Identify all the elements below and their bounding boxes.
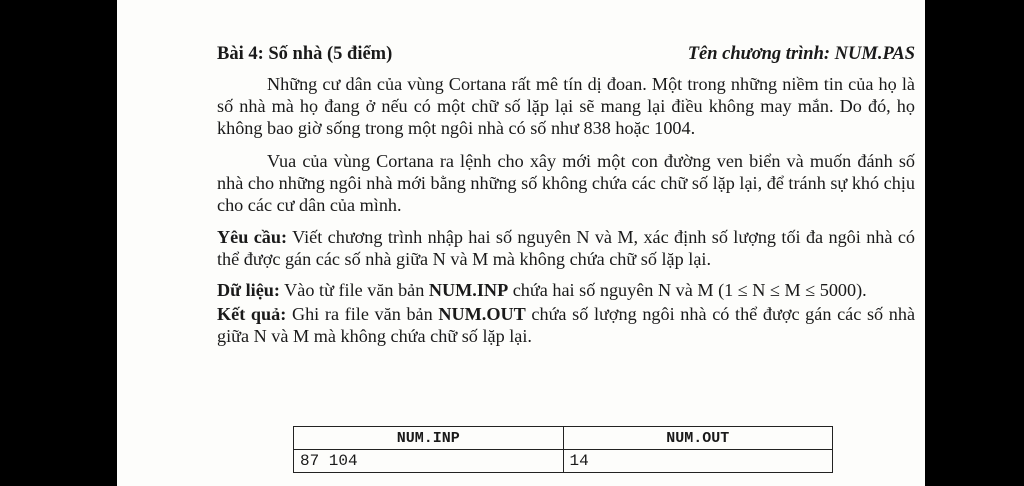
problem-header bbox=[217, 43, 915, 73]
output-section bbox=[217, 303, 915, 347]
paragraph-intro: Những cư dân của vùng Cortana rất mê tín dị đoan. Một trong những niềm tin của họ là số nhà mà họ đang ở nếu có một chữ số lặp lại sẽ mang lại điều không may mắn. Do đó, họ không bao giờ sống trong một ngôi nhà có số như 838 hoặc 1004. bbox=[217, 74, 915, 139]
output-text-before: Ghi ra file văn bản bbox=[286, 303, 439, 324]
input-label: Dữ liệu: bbox=[217, 279, 280, 300]
output-label: Kết quả: bbox=[217, 303, 287, 324]
paragraph-king: Vua của vùng Cortana ra lệnh cho xây mới một con đường ven biển và muốn đánh số nhà cho những ngôi nhà mới bằng những số không chứa các chữ số lặp lại, để tránh sự khó chịu cho các cư dân của mình. bbox=[217, 150, 915, 216]
document-page bbox=[117, 0, 925, 486]
input-text-before: Vào từ file văn bản bbox=[279, 279, 429, 300]
input-section bbox=[217, 279, 915, 301]
problem-title: Bài 4: Số nhà (5 điểm) bbox=[217, 44, 393, 64]
table-header-row bbox=[294, 427, 833, 450]
requirement-text: Viết chương trình nhập hai số nguyên N và M, xác định số lượng tối đa ngôi nhà có thể được gán các số nhà giữa N và M mà không chứa chữ số lặp lại. bbox=[217, 227, 915, 270]
table-cell-input: 87 104 bbox=[294, 450, 564, 473]
requirement-label: Yêu cầu: bbox=[217, 227, 288, 248]
input-text-after: chứa hai số nguyên N và M (1 ≤ N ≤ M ≤ 5000). bbox=[508, 279, 867, 300]
problem-statement bbox=[217, 43, 915, 347]
input-file-name: NUM.INP bbox=[428, 279, 509, 300]
example-table bbox=[293, 426, 833, 473]
table-row bbox=[294, 450, 833, 473]
table-header-output: NUM.OUT bbox=[563, 427, 833, 450]
table-cell-output: 14 bbox=[563, 450, 833, 473]
output-file-name: NUM.OUT bbox=[438, 303, 526, 324]
program-name: Tên chương trình: NUM.PAS bbox=[687, 44, 915, 64]
table-header-input: NUM.INP bbox=[294, 427, 564, 450]
output-text-after: chứa số lượng ngôi nhà có thể được gán các số nhà giữa N và M mà không chứa chữ số lặp lại. bbox=[217, 303, 916, 347]
requirement-section bbox=[217, 226, 915, 270]
